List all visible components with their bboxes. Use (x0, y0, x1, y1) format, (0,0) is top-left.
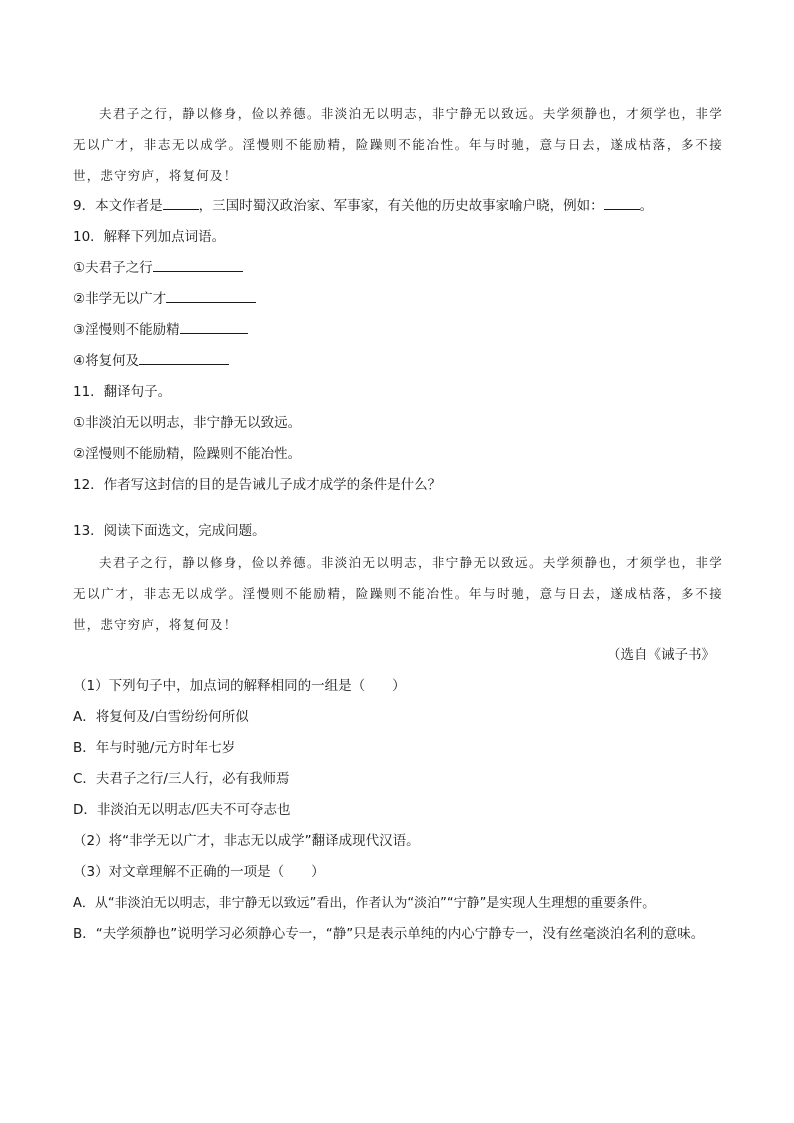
answer-blank[interactable] (166, 288, 256, 303)
item-text: ④将复何及 (73, 353, 140, 369)
q9-text-3: 。 (639, 198, 654, 214)
question-13-sub1: （1）下列句子中，加点词的解释相同的一组是（ ） (73, 678, 406, 694)
question-9 (73, 191, 723, 222)
answer-blank[interactable] (163, 195, 199, 210)
option-b: B．年与时驰/元方时年七岁 (73, 740, 236, 756)
option-a: A．从“非淡泊无以明志，非宁静无以致远”看出，作者认为“淡泊”“宁静”是实现人生理想的重要条件。 (73, 896, 656, 911)
q9-text-2: ，三国时蜀汉政治家、军事家，有关他的历史故事家喻户晓，例如： (198, 198, 604, 214)
question-10-item (73, 284, 723, 315)
spacer (73, 501, 723, 516)
question-11-item: ①非淡泊无以明志，非宁静无以致远。 (73, 415, 302, 431)
question-10-stem: 10．解释下列加点词语。 (73, 229, 226, 245)
source-citation: （选自《诫子书》 (607, 647, 715, 663)
classical-passage-2: 夫君子之行，静以修身，俭以养德。非淡泊无以明志，非宁静无以致远。夫学须静也，才须学也，非学无以广才，非志无以成学。淫慢则不能励精，险躁则不能冶性。年与时驰，意与日去，遂成枯落，多不接世，悲守穷庐，将复何及！ (73, 555, 723, 632)
option-d: D．非淡泊无以明志/匹夫不可夺志也 (73, 802, 291, 818)
question-12: 12．作者写这封信的目的是告诫儿子成才成学的条件是什么？ (73, 477, 442, 493)
answer-blank[interactable] (153, 257, 243, 272)
option-b: B．“夫学须静也”说明学习必须静心专一，“静”只是表示单纯的内心宁静专一，没有丝毫淡泊名利的意味。 (73, 926, 705, 942)
option-a: A．将复何及/白雪纷纷何所似 (73, 709, 249, 725)
answer-blank[interactable] (180, 319, 248, 334)
q9-text-1: 9．本文作者是 (73, 198, 163, 214)
item-text: ①夫君子之行 (73, 260, 153, 276)
item-text: ③淫慢则不能励精 (73, 322, 180, 338)
question-11-stem: 11．翻译句子。 (73, 384, 172, 400)
question-10-item (73, 253, 723, 284)
answer-blank[interactable] (604, 195, 640, 210)
item-text: ②非学无以广才 (73, 291, 167, 307)
answer-blank[interactable] (139, 350, 229, 365)
document-page (73, 98, 723, 950)
question-13-sub2: （2）将“非学无以广才，非志无以成学”翻译成现代汉语。 (73, 833, 420, 849)
option-c: C．夫君子之行/三人行，必有我师焉 (73, 771, 290, 787)
question-10-item (73, 346, 723, 377)
classical-passage-1: 夫君子之行，静以修身，俭以养德。非淡泊无以明志，非宁静无以致远。夫学须静也，才须学也，非学无以广才，非志无以成学。淫慢则不能励精，险躁则不能冶性。年与时驰，意与日去，遂成枯落，多不接世，悲守穷庐，将复何及！ (73, 106, 723, 183)
question-10-item (73, 315, 723, 346)
question-11-item: ②淫慢则不能励精，险躁则不能冶性。 (73, 446, 302, 462)
question-13-stem: 13．阅读下面选文，完成问题。 (73, 523, 266, 539)
question-13-sub3: （3）对文章理解不正确的一项是（ ） (73, 864, 325, 880)
